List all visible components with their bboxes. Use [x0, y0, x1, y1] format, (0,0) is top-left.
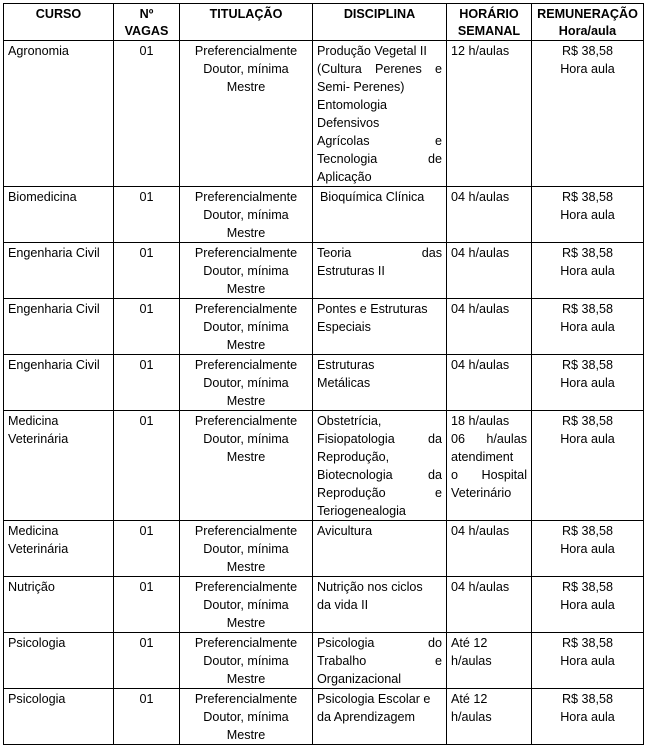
cell-titulacao [180, 243, 313, 299]
cell-curso-line: Veterinária [8, 432, 69, 446]
cell-curso [4, 411, 114, 521]
cell-disciplina-line: Defensivos [317, 116, 380, 130]
header-curso [4, 4, 114, 41]
cell-titulacao-line: Preferencialmente [194, 302, 298, 316]
cell-curso-line: Biomedicina [8, 190, 77, 204]
cell-remuneracao-line: R$ 38,58 [561, 190, 614, 204]
cell-titulacao [180, 689, 313, 745]
cell-curso [4, 355, 114, 411]
cell-titulacao-line: Preferencialmente [194, 414, 298, 428]
cell-remuneracao-line: R$ 38,58 [561, 414, 614, 428]
cell-curso-line: Medicina [8, 524, 59, 538]
cell-horario [447, 411, 532, 521]
table-row [4, 187, 644, 243]
header-titulacao-text: TITULAÇÃO [209, 7, 283, 21]
cell-vagas-text: 01 [139, 190, 154, 204]
cell-titulacao-line: Mestre [226, 338, 266, 352]
cell-vagas [114, 633, 180, 689]
cell-disciplina [313, 521, 447, 577]
cell-horario [447, 689, 532, 745]
cell-curso [4, 577, 114, 633]
cell-remuneracao-line: R$ 38,58 [561, 580, 614, 594]
header-remuneracao [532, 4, 644, 41]
header-vagas [114, 4, 180, 41]
cell-remuneracao-line: Hora aula [560, 710, 615, 724]
cell-disciplina [313, 187, 447, 243]
cell-titulacao-line: Doutor, mínima [203, 654, 289, 668]
cell-vagas-text: 01 [139, 302, 154, 316]
cell-titulacao-line: Doutor, mínima [203, 432, 289, 446]
cell-disciplina-line: da vida II [317, 598, 369, 612]
cell-disciplina-line: Tecnologia de [317, 152, 442, 166]
cell-disciplina-line: Especiais [317, 320, 371, 334]
cell-curso-line: Psicologia [8, 692, 66, 706]
cell-horario [447, 41, 532, 187]
table-row [4, 243, 644, 299]
cell-horario [447, 299, 532, 355]
cell-disciplina-line: Estruturas [317, 358, 375, 372]
cell-remuneracao-line: Hora aula [560, 432, 615, 446]
cell-titulacao-line: Preferencialmente [194, 358, 298, 372]
cell-titulacao-line: Preferencialmente [194, 524, 298, 538]
cell-remuneracao-line: R$ 38,58 [561, 692, 614, 706]
cell-remuneracao-line: Hora aula [560, 654, 615, 668]
cell-titulacao-line: Mestre [226, 450, 266, 464]
cell-titulacao-line: Mestre [226, 672, 266, 686]
cell-curso-line: Engenharia Civil [8, 358, 100, 372]
cell-remuneracao [532, 521, 644, 577]
cell-disciplina [313, 411, 447, 521]
cell-vagas [114, 41, 180, 187]
cell-disciplina-line: Teoria das [317, 246, 442, 260]
cell-disciplina-line: Psicologia Escolar e [317, 692, 431, 706]
cell-curso-line: Psicologia [8, 636, 66, 650]
cell-titulacao-line: Doutor, mínima [203, 542, 289, 556]
cell-vagas-text: 01 [139, 414, 154, 428]
cell-titulacao-line: Mestre [226, 728, 266, 742]
cell-horario-line: Até 12 [451, 692, 488, 706]
cell-disciplina-line: Organizacional [317, 672, 402, 686]
cell-titulacao [180, 187, 313, 243]
cell-vagas [114, 577, 180, 633]
cell-remuneracao-line: R$ 38,58 [561, 636, 614, 650]
table-row [4, 355, 644, 411]
cell-disciplina-line: Obstetrícia, [317, 414, 382, 428]
cell-titulacao-line: Preferencialmente [194, 692, 298, 706]
table-body [4, 41, 644, 745]
table-row [4, 689, 644, 745]
cell-remuneracao-line: R$ 38,58 [561, 302, 614, 316]
header-remuneracao-line: Hora/aula [558, 24, 617, 38]
cell-horario-line: 04 h/aulas [451, 358, 510, 372]
cell-titulacao [180, 299, 313, 355]
cell-disciplina-line: Bioquímica Clínica [320, 190, 425, 204]
cell-curso [4, 689, 114, 745]
cell-horario-line: 04 h/aulas [451, 524, 510, 538]
cell-remuneracao-line: Hora aula [560, 62, 615, 76]
cell-curso [4, 521, 114, 577]
cell-disciplina-line: Pontes e Estruturas [317, 302, 428, 316]
cell-disciplina-line: Semi- Perenes) [317, 80, 405, 94]
cell-titulacao-line: Doutor, mínima [203, 62, 289, 76]
cell-curso-line: Agronomia [8, 44, 69, 58]
cell-disciplina [313, 41, 447, 187]
cell-disciplina-line: (Cultura Perenes e [317, 62, 442, 76]
cell-titulacao [180, 355, 313, 411]
header-horario-line: SEMANAL [457, 24, 521, 38]
cell-vagas-text: 01 [139, 636, 154, 650]
cell-titulacao [180, 41, 313, 187]
cell-curso [4, 633, 114, 689]
cell-titulacao-line: Doutor, mínima [203, 376, 289, 390]
cell-curso [4, 299, 114, 355]
cell-titulacao-line: Doutor, mínima [203, 598, 289, 612]
cell-curso-line: Veterinária [8, 542, 69, 556]
cell-titulacao [180, 411, 313, 521]
cell-remuneracao [532, 187, 644, 243]
cell-horario [447, 355, 532, 411]
cell-disciplina-line: Metálicas [317, 376, 371, 390]
cell-vagas-text: 01 [139, 692, 154, 706]
cell-disciplina [313, 243, 447, 299]
cell-disciplina [313, 299, 447, 355]
cell-horario [447, 187, 532, 243]
cell-disciplina-line: Fisiopatologia da [317, 432, 442, 446]
table-row [4, 299, 644, 355]
cell-remuneracao-line: Hora aula [560, 208, 615, 222]
cell-titulacao-line: Mestre [226, 616, 266, 630]
cell-disciplina [313, 689, 447, 745]
cell-titulacao-line: Doutor, mínima [203, 710, 289, 724]
cell-remuneracao-line: R$ 38,58 [561, 246, 614, 260]
cell-vagas-text: 01 [139, 358, 154, 372]
cell-vagas [114, 187, 180, 243]
cell-horario-line: 12 h/aulas [451, 44, 510, 58]
cell-remuneracao [532, 689, 644, 745]
cell-titulacao-line: Preferencialmente [194, 44, 298, 58]
cell-horario-line: 18 h/aulas [451, 414, 510, 428]
cell-horario [447, 243, 532, 299]
table-row [4, 633, 644, 689]
cell-curso-line: Nutrição [8, 580, 55, 594]
cell-vagas-text: 01 [139, 44, 154, 58]
header-titulacao [180, 4, 313, 41]
cell-vagas [114, 355, 180, 411]
cell-vagas [114, 521, 180, 577]
cell-remuneracao [532, 633, 644, 689]
table-row [4, 41, 644, 187]
cell-titulacao-line: Preferencialmente [194, 580, 298, 594]
cell-titulacao-line: Preferencialmente [194, 636, 298, 650]
cell-remuneracao [532, 411, 644, 521]
cell-disciplina-line: Entomologia [317, 98, 388, 112]
cell-vagas-text: 01 [139, 524, 154, 538]
cell-titulacao-line: Preferencialmente [194, 190, 298, 204]
cell-vagas [114, 411, 180, 521]
cell-remuneracao-line: Hora aula [560, 598, 615, 612]
cell-horario-line: Até 12 [451, 636, 488, 650]
cell-curso [4, 187, 114, 243]
cell-horario-line: 04 h/aulas [451, 302, 510, 316]
vagas-table [3, 3, 644, 745]
cell-disciplina-line: Nutrição nos ciclos [317, 580, 423, 594]
cell-curso-line: Engenharia Civil [8, 302, 100, 316]
cell-horario-line: h/aulas [451, 710, 492, 724]
cell-remuneracao [532, 577, 644, 633]
cell-remuneracao-line: R$ 38,58 [561, 358, 614, 372]
cell-titulacao-line: Preferencialmente [194, 246, 298, 260]
cell-horario-line: 04 h/aulas [451, 246, 510, 260]
cell-horario-line: 04 h/aulas [451, 190, 510, 204]
cell-vagas-text: 01 [139, 246, 154, 260]
cell-titulacao-line: Mestre [226, 560, 266, 574]
table-row [4, 521, 644, 577]
table-row [4, 411, 644, 521]
cell-titulacao-line: Doutor, mínima [203, 208, 289, 222]
cell-titulacao [180, 521, 313, 577]
cell-titulacao-line: Mestre [226, 394, 266, 408]
cell-horario-line: 06 h/aulas [451, 432, 527, 446]
cell-titulacao-line: Mestre [226, 226, 266, 240]
cell-vagas-text: 01 [139, 580, 154, 594]
cell-titulacao-line: Doutor, mínima [203, 320, 289, 334]
cell-disciplina-line: Biotecnologia da [317, 468, 442, 482]
header-row [4, 4, 644, 41]
cell-disciplina-line: Aplicação [317, 170, 372, 184]
cell-disciplina-line: Agrícolas e [317, 134, 442, 148]
header-curso-text: CURSO [35, 7, 82, 21]
header-horario-line: HORÁRIO [459, 7, 519, 21]
header-remuneracao-line: REMUNERAÇÃO [537, 7, 638, 21]
header-disciplina-text: DISCIPLINA [343, 7, 416, 21]
cell-remuneracao-line: Hora aula [560, 264, 615, 278]
cell-disciplina-line: Trabalho e [317, 654, 442, 668]
cell-disciplina [313, 633, 447, 689]
cell-disciplina-line: da Aprendizagem [317, 710, 416, 724]
header-disciplina [313, 4, 447, 41]
cell-remuneracao [532, 299, 644, 355]
cell-curso-line: Medicina [8, 414, 59, 428]
cell-curso [4, 41, 114, 187]
cell-curso-line: Engenharia Civil [8, 246, 100, 260]
cell-disciplina-line: Reprodução e [317, 486, 442, 500]
cell-horario-line: 04 h/aulas [451, 580, 510, 594]
cell-titulacao-line: Mestre [226, 80, 266, 94]
cell-disciplina [313, 577, 447, 633]
cell-titulacao [180, 633, 313, 689]
cell-remuneracao [532, 41, 644, 187]
cell-horario-line: atendiment [451, 450, 514, 464]
cell-disciplina [313, 355, 447, 411]
cell-horario [447, 633, 532, 689]
cell-titulacao-line: Doutor, mínima [203, 264, 289, 278]
cell-remuneracao-line: R$ 38,58 [561, 524, 614, 538]
cell-vagas [114, 299, 180, 355]
cell-disciplina-line: Teriogenealogia [317, 504, 406, 518]
cell-disciplina-line: Avicultura [317, 524, 373, 538]
cell-horario [447, 577, 532, 633]
cell-vagas [114, 243, 180, 299]
header-vagas-line: Nº [139, 7, 154, 21]
header-horario [447, 4, 532, 41]
cell-disciplina-line: Psicologia do [317, 636, 442, 650]
cell-horario-line: h/aulas [451, 654, 492, 668]
cell-horario-line: o Hospital [451, 468, 527, 482]
cell-remuneracao-line: Hora aula [560, 542, 615, 556]
cell-vagas [114, 689, 180, 745]
header-vagas-line: VAGAS [124, 24, 169, 38]
cell-remuneracao-line: Hora aula [560, 320, 615, 334]
cell-titulacao-line: Mestre [226, 282, 266, 296]
cell-remuneracao-line: R$ 38,58 [561, 44, 614, 58]
cell-horario [447, 521, 532, 577]
cell-remuneracao-line: Hora aula [560, 376, 615, 390]
cell-disciplina-line: Estruturas II [317, 264, 385, 278]
cell-remuneracao [532, 243, 644, 299]
cell-remuneracao [532, 355, 644, 411]
cell-disciplina-line: Reprodução, [317, 450, 390, 464]
table-row [4, 577, 644, 633]
cell-horario-line: Veterinário [451, 486, 512, 500]
cell-disciplina-line: Produção Vegetal II [317, 44, 427, 58]
cell-curso [4, 243, 114, 299]
cell-titulacao [180, 577, 313, 633]
